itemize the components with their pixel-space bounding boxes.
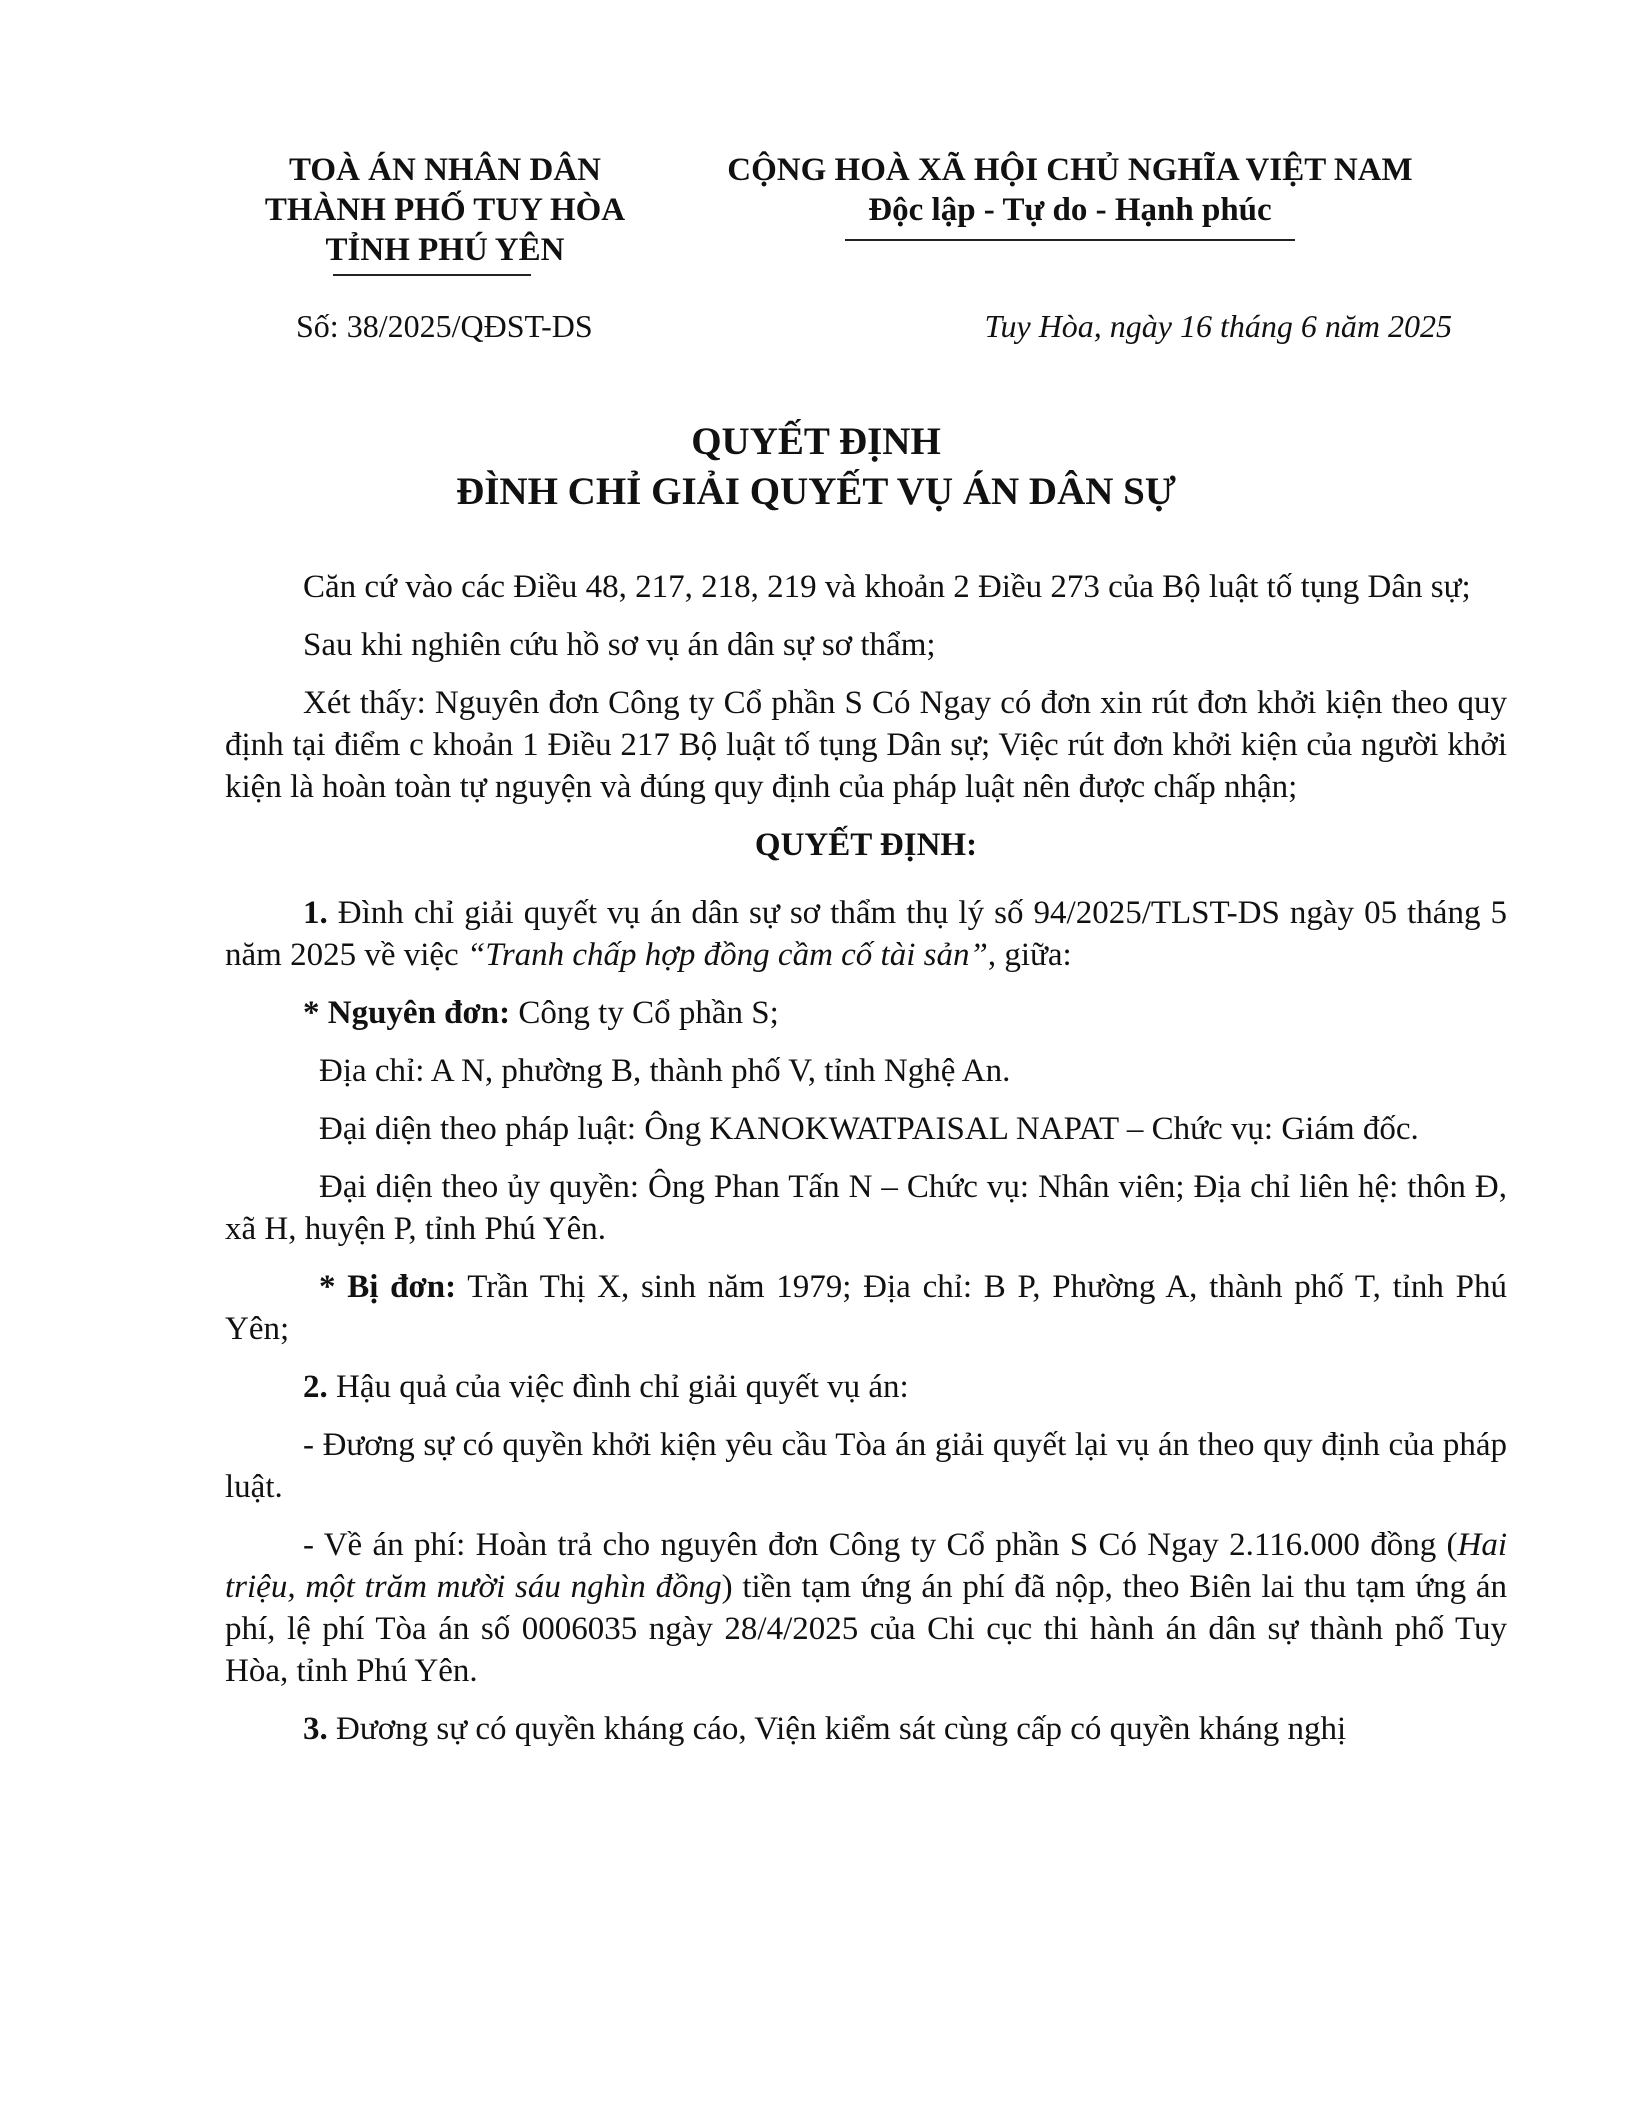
court-header-underline xyxy=(333,274,531,276)
item-3 xyxy=(225,1708,1507,1750)
national-header xyxy=(660,150,1480,230)
item-1-number: 1. xyxy=(303,895,328,931)
court-fee-text-end: ) tiền tạm ứng án phí đã nộp, theo Biên lai thu tạm ứng án phí, lệ phí Tòa án số 0006035 ngày 28/4/2025 của Chi cục thi hành án dân sự thành phố Tuy Hòa, tỉnh Phú Yên. xyxy=(225,1569,1507,1689)
item-3-number: 3. xyxy=(303,1711,328,1747)
document-body xyxy=(225,566,1507,1750)
court-header xyxy=(235,150,655,270)
item-2-court-fee xyxy=(225,1524,1507,1692)
item-1-case-name: “Tranh chấp hợp đồng cầm cố tài sản” xyxy=(466,937,988,973)
decision-heading: QUYẾT ĐỊNH: xyxy=(754,827,978,863)
paragraph-legal-basis: Căn cứ vào các Điều 48, 217, 218, 219 và khoản 2 Điều 273 của Bộ luật tố tụng Dân sự; xyxy=(303,569,1471,605)
plaintiff-value: Công ty Cổ phần S; xyxy=(510,995,779,1031)
item-1 xyxy=(225,892,1507,976)
defendant-label: * Bị đơn: xyxy=(319,1269,457,1305)
court-fee-text: - Về án phí: Hoàn trả cho nguyên đơn Công ty Cổ phần S Có Ngay 2.116.000 đồng ( xyxy=(303,1527,1458,1563)
plaintiff xyxy=(225,992,1507,1034)
paragraph-considering: Xét thấy: Nguyên đơn Công ty Cổ phần S Có Ngay có đơn xin rút đơn khởi kiện theo quy định tại điểm c khoản 1 Điều 217 Bộ luật tố tụng Dân sự; Việc rút đơn khởi kiện của người khởi kiện là hoàn toàn tự nguyện và đúng quy định của pháp luật nên được chấp nhận; xyxy=(225,685,1507,805)
item-2-right-to-sue: - Đương sự có quyền khởi kiện yêu cầu Tòa án giải quyết lại vụ án theo quy định của pháp luật. xyxy=(225,1427,1507,1505)
paragraph-review: Sau khi nghiên cứu hồ sơ vụ án dân sự sơ thẩm; xyxy=(303,627,936,663)
item-3-text: Đương sự có quyền kháng cáo, Viện kiểm sát cùng cấp có quyền kháng nghị xyxy=(327,1711,1347,1747)
document-title: QUYẾT ĐỊNH xyxy=(691,420,941,463)
plaintiff-address: Địa chỉ: A N, phường B, thành phố V, tỉnh Nghệ An. xyxy=(319,1053,1011,1089)
defendant xyxy=(225,1266,1507,1350)
national-title: CỘNG HOÀ XÃ HỘI CHỦ NGHĨA VIỆT NAM xyxy=(727,152,1413,188)
court-name-line1: TOÀ ÁN NHÂN DÂN xyxy=(289,152,601,188)
document-date: Tuy Hòa, ngày 16 tháng 6 năm 2025 xyxy=(984,308,1452,344)
item-2 xyxy=(225,1366,1507,1408)
document-number: Số: 38/2025/QĐST-DS xyxy=(296,308,593,344)
court-name-line3: TỈNH PHÚ YÊN xyxy=(325,232,565,268)
court-fee-amount-words: Hai triệu, một trăm mười sáu nghìn đồng xyxy=(225,1527,1507,1605)
item-1-text-end: , giữa: xyxy=(987,937,1072,973)
item-2-number: 2. xyxy=(303,1369,328,1405)
national-motto-underline xyxy=(845,239,1295,241)
plaintiff-label: * Nguyên đơn: xyxy=(303,995,511,1031)
authorized-representative: Đại diện theo ủy quyền: Ông Phan Tấn N – Chức vụ: Nhân viên; Địa chỉ liên hệ: thôn Đ, xã H, huyện P, tỉnh Phú Yên. xyxy=(225,1169,1507,1247)
item-2-text: Hậu quả của việc đình chỉ giải quyết vụ án: xyxy=(327,1369,909,1405)
court-name-line2: THÀNH PHỐ TUY HÒA xyxy=(264,192,626,228)
national-motto: Độc lập - Tự do - Hạnh phúc xyxy=(868,192,1272,228)
document-subtitle: ĐÌNH CHỈ GIẢI QUYẾT VỤ ÁN DÂN SỰ xyxy=(456,470,1176,513)
defendant-value: Trần Thị X, sinh năm 1979; Địa chỉ: B P, Phường A, thành phố T, tỉnh Phú Yên; xyxy=(225,1269,1507,1347)
item-1-text: Đình chỉ giải quyết vụ án dân sự sơ thẩm thụ lý số 94/2025/TLST-DS ngày 05 tháng 5 năm 2025 về việc xyxy=(225,895,1507,973)
legal-representative: Đại diện theo pháp luật: Ông KANOKWATPAISAL NAPAT – Chức vụ: Giám đốc. xyxy=(319,1111,1419,1147)
